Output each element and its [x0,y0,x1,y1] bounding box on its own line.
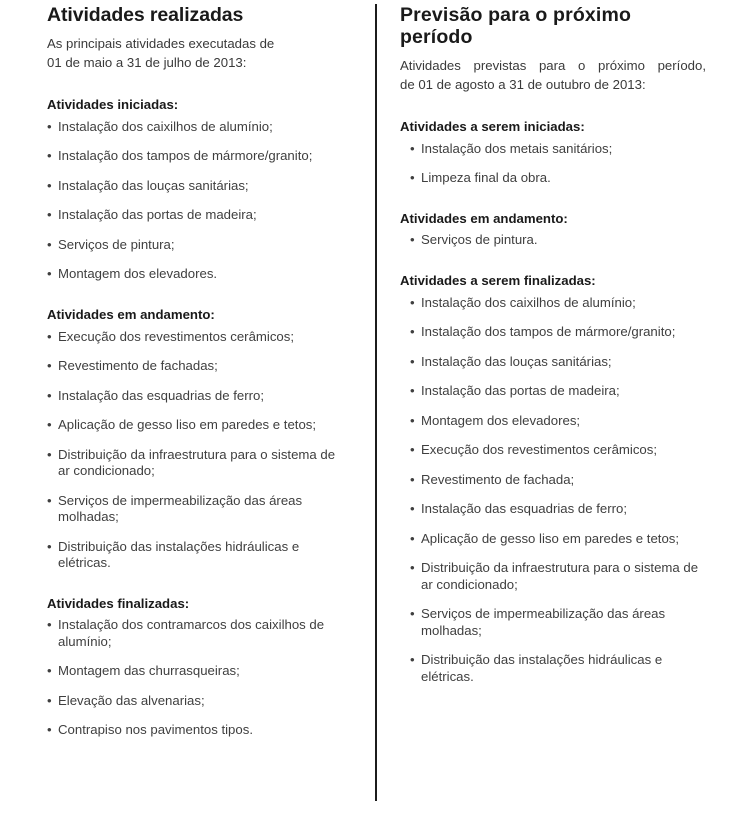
section-heading: Atividades a serem finalizadas: [400,272,596,288]
list-item [405,501,706,518]
activity-list [400,295,706,686]
bullet-icon: • [47,417,52,433]
list-item-label: Limpeza final da obra. [421,170,551,185]
bullet-icon: • [410,530,415,546]
bullet-icon: • [410,324,415,340]
list-item [405,232,706,249]
list-item-label: Distribuição da infraestrutura para o sistema de ar condicionado; [421,560,699,592]
bullet-icon: • [410,560,415,576]
activity-list [400,232,706,249]
list-item-label: Montagem dos elevadores; [421,412,581,428]
bullet-icon: • [410,232,415,248]
bullet-icon: • [47,358,52,374]
bullet-icon: • [410,606,415,622]
list-item [405,531,706,548]
bullet-icon: • [47,177,52,193]
list-item-label: Serviços de pintura; [58,236,175,252]
right-column-intro [400,56,706,95]
bullet-icon: • [410,140,415,156]
list-item [47,417,345,434]
list-item-label: Distribuição das instalações hidráulicas e elétricas. [421,652,663,684]
bullet-icon: • [47,266,52,282]
right-column-title: Previsão para o próximo período [400,4,632,48]
left-intro-line-2: 01 de maio a 31 de julho de 2013: [47,55,247,71]
list-item [47,266,345,283]
list-item-label: Aplicação de gesso liso em paredes e tetos; [421,530,680,546]
bullet-icon: • [47,538,52,554]
activity-section [400,273,706,685]
list-item [405,324,706,341]
bullet-icon: • [47,617,52,633]
bullet-icon: • [410,652,415,668]
bullet-icon: • [47,118,52,134]
bullet-icon: • [47,148,52,164]
bullet-icon: • [410,501,415,517]
list-item [405,560,706,593]
activity-list [47,617,345,739]
list-item [405,413,706,430]
activity-section [47,97,345,283]
list-item-label: Instalação das esquadrias de ferro; [58,387,264,403]
list-item-label: Instalação dos caixilhos de alumínio; [421,294,636,310]
section-heading: Atividades em andamento: [400,210,568,226]
list-item [47,119,345,136]
bullet-icon: • [410,412,415,428]
list-item-label: Instalação das portas de madeira; [421,383,620,399]
right-intro-line-2: de 01 de agosto a 31 de outubro de 2013: [400,77,646,93]
list-item [405,295,706,312]
right-column-sections [400,119,706,686]
list-item [47,207,345,224]
list-item [405,354,706,371]
list-item [47,388,345,405]
list-item-label: Contrapiso nos pavimentos tipos. [58,722,253,738]
list-item [405,383,706,400]
list-item [47,663,345,680]
list-item-label: Montagem dos elevadores. [58,266,218,282]
list-item-label: Execução dos revestimentos cerâmicos; [58,328,295,344]
list-item [47,237,345,254]
section-heading: Atividades em andamento: [47,306,215,322]
list-item [47,329,345,346]
bullet-icon: • [47,387,52,403]
list-item-label: Distribuição da infraestrutura para o sistema de ar condicionado; [58,446,336,479]
list-item [47,493,345,526]
bullet-icon: • [410,383,415,399]
left-column-title: Atividades realizadas [47,4,244,26]
bullet-icon: • [410,170,415,185]
bullet-icon: • [47,722,52,738]
list-item [47,178,345,195]
list-item [47,148,345,165]
left-intro-line-1: As principais atividades executadas de [47,35,275,51]
bullet-icon: • [410,353,415,369]
list-item-label: Instalação dos metais sanitários; [421,140,613,156]
section-heading: Atividades finalizadas: [47,595,190,611]
list-item [405,141,706,158]
activity-list [47,119,345,283]
bullet-icon: • [47,236,52,252]
list-item [47,617,345,650]
list-item [405,442,706,459]
bullet-icon: • [410,471,415,487]
column-previsao-proximo-periodo [375,0,750,831]
bullet-icon: • [47,692,52,708]
left-column-intro [47,34,345,73]
bullet-icon: • [47,207,52,223]
right-intro-line-1: Atividades previstas para o próximo período, [400,57,706,73]
list-item-label: Distribuição das instalações hidráulicas e elétricas. [58,538,300,571]
list-item-label: Elevação das alvenarias; [58,692,205,708]
section-heading: Atividades a serem iniciadas: [400,118,585,134]
list-item [405,472,706,489]
list-item [47,693,345,710]
section-heading: Atividades iniciadas: [47,96,179,112]
list-item-label: Revestimento de fachadas; [58,358,218,374]
list-item-label: Execução dos revestimentos cerâmicos; [421,442,658,458]
list-item [405,170,706,187]
list-item-label: Instalação dos tampos de mármore/granito; [58,148,313,164]
list-item-label: Instalação das esquadrias de ferro; [421,501,627,517]
activity-section [47,596,345,739]
activity-section [400,119,706,187]
activity-section [47,307,345,572]
list-item-label: Instalação dos contramarcos dos caixilhos de alumínio; [58,617,325,649]
list-item [47,539,345,572]
bullet-icon: • [47,446,52,462]
list-item [47,722,345,739]
list-item-label: Instalação dos tampos de mármore/granito; [421,324,676,340]
list-item-label: Serviços de impermeabilização das áreas molhadas; [58,492,303,525]
list-item-label: Instalação das portas de madeira; [58,207,257,223]
list-item [47,358,345,375]
activity-list [400,141,706,187]
list-item-label: Aplicação de gesso liso em paredes e tetos; [58,417,317,433]
left-column-sections [47,97,345,739]
bullet-icon: • [47,328,52,344]
list-item-label: Montagem das churrasqueiras; [58,663,240,679]
list-item-label: Serviços de impermeabilização das áreas molhadas; [421,606,666,638]
list-item-label: Instalação das louças sanitárias; [421,353,612,369]
list-item [405,606,706,639]
bullet-icon: • [47,492,52,508]
list-item-label: Revestimento de fachada; [421,471,575,487]
list-item-label: Instalação das louças sanitárias; [58,177,249,193]
list-item [47,447,345,480]
activity-list [47,329,345,572]
column-divider [375,4,377,801]
list-item [405,652,706,685]
bullet-icon: • [410,294,415,310]
list-item-label: Instalação dos caixilhos de alumínio; [58,118,273,134]
bullet-icon: • [410,442,415,458]
bullet-icon: • [47,663,52,679]
list-item-label: Serviços de pintura. [421,232,538,248]
activity-section [400,211,706,249]
